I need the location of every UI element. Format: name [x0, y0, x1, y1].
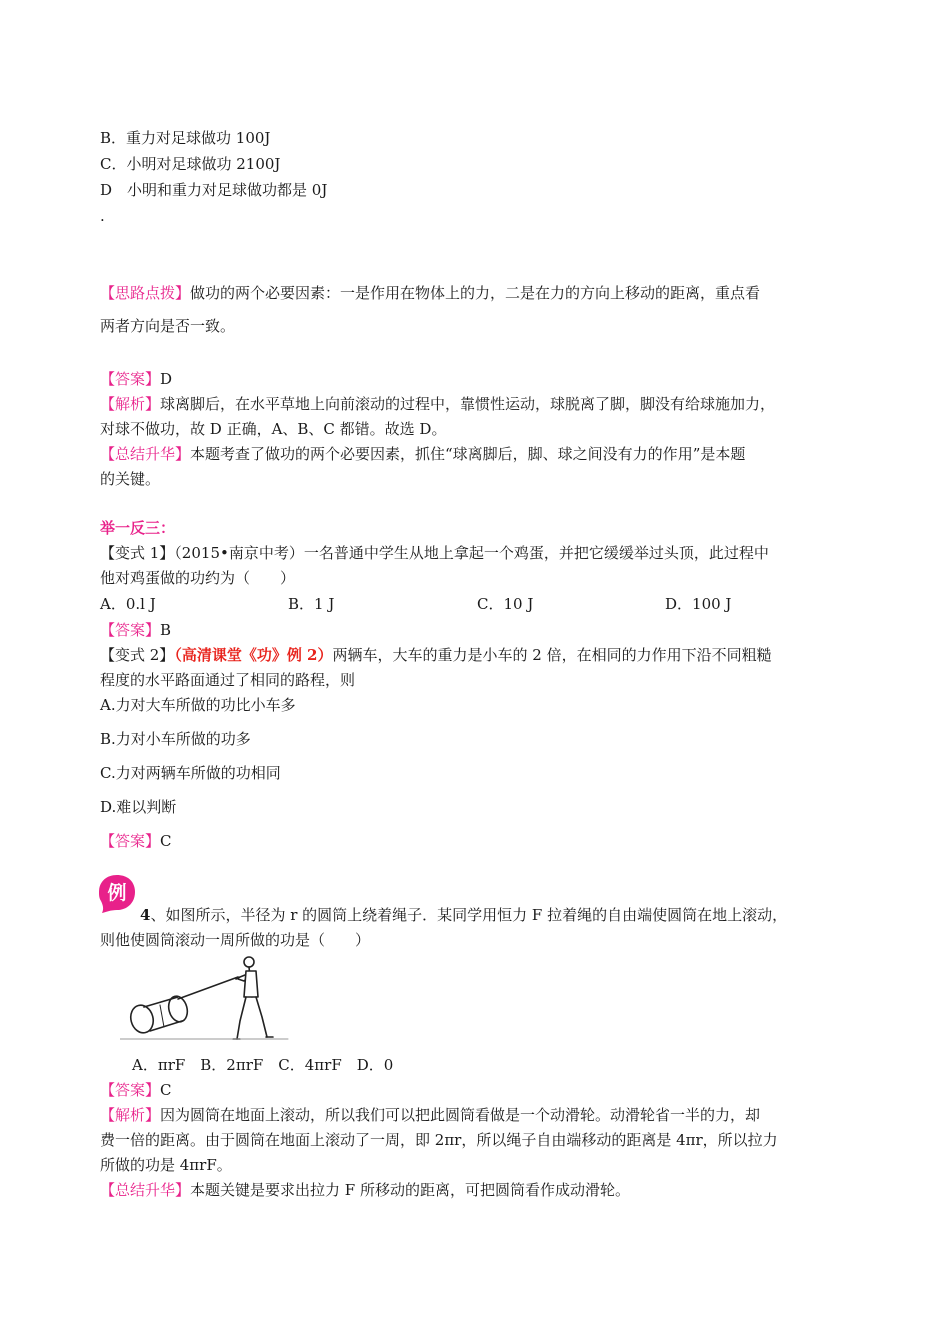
summary-text: 本题关键是要求出拉力 F 所移动的距离，可把圆筒看作成动滑轮。: [190, 1181, 630, 1199]
cylinder-rope-figure: [120, 955, 290, 1047]
stray-dot: .: [100, 207, 105, 225]
q4-answer: [100, 1080, 172, 1100]
answer-value: D: [160, 370, 173, 388]
variant-1-option-d: D．100 J: [665, 595, 732, 613]
answer-tag: 【答案】: [100, 1081, 161, 1099]
hint-line-1: [100, 283, 760, 303]
q4-line-1: [140, 905, 787, 925]
answer-value: B: [160, 621, 172, 639]
hint-tag: 【思路点拨】: [100, 284, 191, 302]
summary-tag: 【总结升华】: [100, 1181, 191, 1199]
hint-text: 做功的两个必要因素：一是作用在物体上的力，二是在力的方向上移动的距离，重点看: [190, 284, 761, 302]
q4-text: 、如图所示，半径为 r 的圆筒上绕着绳子．某同学用恒力 F 拉着绳的自由端使圆筒在地上滚动，: [150, 906, 788, 924]
variant-2-answer: [100, 831, 172, 851]
variant-2-text: 两辆车，大车的重力是小车的 2 倍，在相同的力作用下沿不同粗糙: [332, 646, 772, 664]
analysis-text: 因为圆筒在地面上滚动，所以我们可以把此圆筒看做是一个动滑轮。动滑轮省一半的力，却: [160, 1106, 761, 1124]
summary-tag: 【总结升华】: [100, 445, 191, 463]
hint-line-2: 两者方向是否一致。: [100, 317, 236, 335]
answer-value: C: [160, 832, 172, 850]
q4-analysis-2: 费一倍的距离。由于圆筒在地面上滚动了一周，即 2πr，所以绳子自由端移动的距离是 4πr，所以拉力: [100, 1131, 778, 1149]
analysis-tag: 【解析】: [100, 1106, 161, 1124]
q4-options: A．πrF B．2πrF C．4πrF D．0: [132, 1056, 394, 1074]
example-badge-icon: [96, 872, 138, 914]
variant-2-ref: （高清课堂《功》例 2）: [174, 646, 333, 664]
answer-value: C: [160, 1081, 172, 1099]
summary-text: 本题考查了做功的两个必要因素，抓住“球离脚后，脚、球之间没有力的作用”是本题: [190, 445, 746, 463]
analysis-text: 球离脚后，在水平草地上向前滚动的过程中，靠惯性运动，球脱离了脚，脚没有给球施加力，: [160, 395, 776, 413]
q4-line-2: 则他使圆筒滚动一周所做的功是（ ）: [100, 931, 371, 949]
option-d: D 小明和重力对足球做功都是 0J: [100, 181, 328, 199]
q1-summary-1: [100, 444, 745, 464]
answer-tag: 【答案】: [100, 832, 161, 850]
analysis-tag: 【解析】: [100, 395, 161, 413]
variant-2-line-1: [100, 645, 772, 665]
q4-number: 4: [140, 906, 151, 924]
variant-2-line-2: 程度的水平路面通过了相同的路程，则: [100, 671, 356, 689]
option-b: B．重力对足球做功 100J: [100, 129, 271, 147]
q4-analysis-1: [100, 1105, 760, 1125]
answer-tag: 【答案】: [100, 621, 161, 639]
variant-2-option-b: B.力对小车所做的功多: [100, 730, 251, 748]
variant-2-option-a: A.力对大车所做的功比小车多: [100, 696, 296, 714]
variant-1-option-a: A．0.l J: [100, 595, 156, 613]
example-badge-label: 例: [107, 882, 127, 904]
answer-tag: 【答案】: [100, 370, 161, 388]
option-c: C．小明对足球做功 2100J: [100, 155, 281, 173]
q1-analysis-2: 对球不做功，故 D 正确，A、B、C 都错。故选 D。: [100, 420, 447, 438]
q4-summary: [100, 1180, 630, 1200]
variant-1-option-c: C．10 J: [477, 595, 534, 613]
q1-answer: [100, 369, 172, 389]
variant-2-option-c: C.力对两辆车所做的功相同: [100, 764, 281, 782]
variant-1-option-b: B．1 J: [288, 595, 335, 613]
variant-1-line-1: 【变式 1】（2015•南京中考）一名普通中学生从地上拿起一个鸡蛋，并把它缓缓举过头顶，此过程中: [100, 544, 769, 562]
variant-2-prefix: 【变式 2】: [100, 646, 175, 664]
q1-summary-2: 的关键。: [100, 470, 161, 488]
variant-1-answer: [100, 620, 171, 640]
variant-1-line-2: 他对鸡蛋做的功约为（ ）: [100, 569, 296, 587]
q4-analysis-3: 所做的功是 4πrF。: [100, 1156, 232, 1174]
variant-2-option-d: D.难以判断: [100, 798, 177, 816]
variants-heading: 举一反三：: [100, 519, 176, 537]
q1-analysis-1: [100, 394, 775, 414]
